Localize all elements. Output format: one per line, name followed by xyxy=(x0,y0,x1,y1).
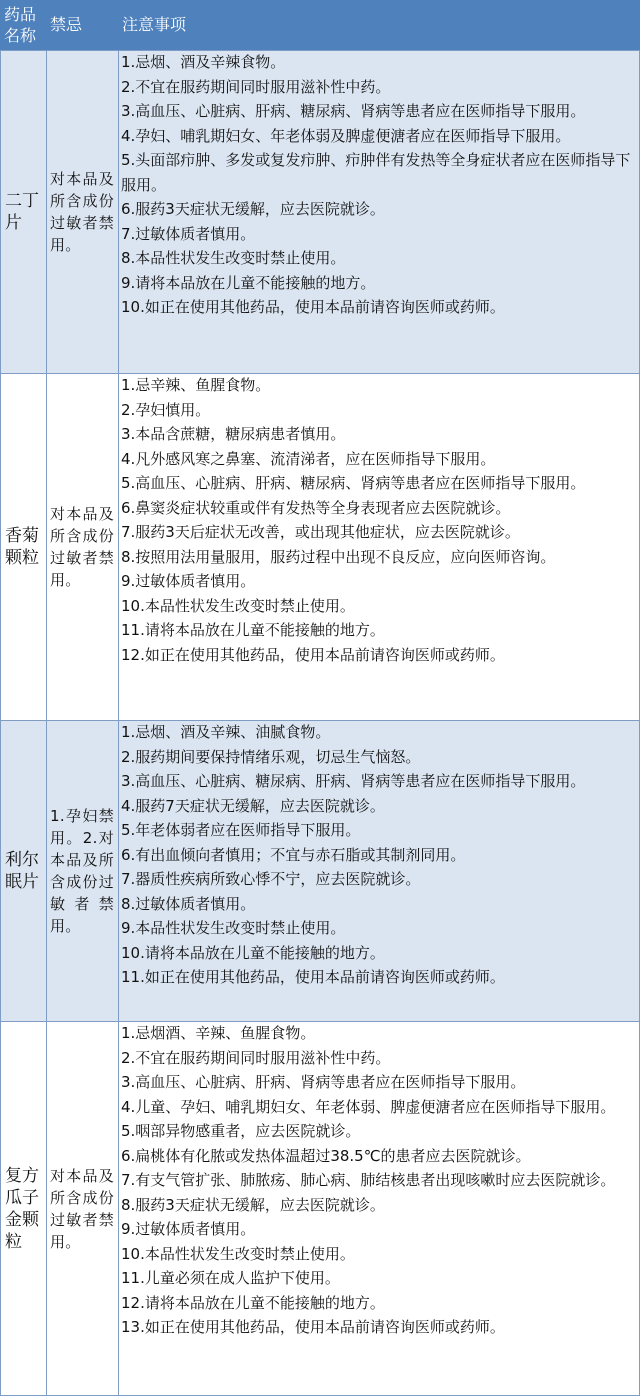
contraindication-cell xyxy=(46,50,118,373)
precaution-item: 13.如正在使用其他药品，使用本品前请咨询医师或药师。 xyxy=(121,1318,505,1336)
table-row-xiangju xyxy=(0,373,640,720)
contraindication-text: 对本品及所含成份过敏者禁用。 xyxy=(50,504,114,589)
precaution-item: 3.高血压、心脏病、肝病、肾病等患者应在医师指导下服用。 xyxy=(121,1073,526,1091)
drug-name: 香菊颗粒 xyxy=(5,525,39,568)
precaution-item: 10.本品性状发生改变时禁止使用。 xyxy=(121,1244,355,1263)
header-precautions: 注意事项 xyxy=(122,15,187,34)
precaution-item: 10.本品性状发生改变时禁止使用。 xyxy=(121,596,355,615)
precaution-item: 11.如正在使用其他药品，使用本品前请咨询医师或药师。 xyxy=(121,968,505,986)
precaution-item: 7.有支气管扩张、肺脓疡、肺心病、肺结核患者出现咳嗽时应去医院就诊。 xyxy=(121,1171,616,1189)
precaution-item: 12.如正在使用其他药品，使用本品前请咨询医师或药师。 xyxy=(121,645,505,664)
precaution-item: 1.忌烟酒、辛辣、鱼腥食物。 xyxy=(121,1024,316,1042)
precautions-cell xyxy=(121,720,637,990)
precaution-item: 6.服药3天症状无缓解，应去医院就诊。 xyxy=(121,200,385,218)
drug-name-cell xyxy=(0,1021,46,1396)
precaution-item: 1.忌烟、酒及辛辣、油腻食物。 xyxy=(121,723,331,741)
precaution-item: 2.不宜在服药期间同时服用滋补性中药。 xyxy=(121,1048,391,1067)
precaution-item: 9.本品性状发生改变时禁止使用。 xyxy=(121,919,346,937)
contraindication-text: 对本品及所含成份过敏者禁用。 xyxy=(50,169,114,254)
precaution-item: 8.本品性状发生改变时禁止使用。 xyxy=(121,249,346,267)
drug-name: 二丁片 xyxy=(5,190,39,233)
precaution-item: 6.有出血倾向者慎用；不宜与赤石脂或其制剂同用。 xyxy=(121,845,466,864)
row-divider xyxy=(0,373,640,374)
precaution-item: 11.儿童必须在成人监护下使用。 xyxy=(121,1269,340,1287)
precaution-item: 5.高血压、心脏病、肝病、糖尿病、肾病等患者应在医师指导下服用。 xyxy=(121,474,586,492)
row-divider xyxy=(0,50,640,51)
precaution-item: 5.头面部疖肿、多发或复发疖肿、疖肿伴有发热等全身症状者应在医师指导下服用。 xyxy=(121,151,631,194)
precaution-item: 11.请将本品放在儿童不能接触的地方。 xyxy=(121,621,385,639)
precaution-item: 9.过敏体质者慎用。 xyxy=(121,1220,256,1238)
precaution-item: 5.年老体弱者应在医师指导下服用。 xyxy=(121,821,361,839)
row-divider xyxy=(0,1021,640,1022)
precaution-item: 2.服药期间要保持情绪乐观，切忌生气恼怒。 xyxy=(121,747,421,766)
precaution-item: 3.本品含蔗糖，糖尿病患者慎用。 xyxy=(121,425,346,443)
drug-name: 利尔眠片 xyxy=(5,849,39,892)
precaution-item: 6.鼻窦炎症状较重或伴有发热等全身表现者应去医院就诊。 xyxy=(121,498,511,517)
column-divider xyxy=(46,50,47,1396)
precaution-item: 3.高血压、心脏病、肝病、糖尿病、肾病等患者应在医师指导下服用。 xyxy=(121,102,586,120)
precaution-item: 1.忌辛辣、鱼腥食物。 xyxy=(121,376,271,394)
precautions-cell xyxy=(121,1021,637,1340)
drug-name: 复方瓜子金颗粒 xyxy=(5,1165,39,1252)
precaution-item: 5.咽部异物感重者，应去医院就诊。 xyxy=(121,1122,361,1140)
contraindication-cell xyxy=(46,373,118,720)
precaution-item: 4.孕妇、哺乳期妇女、年老体弱及脾虚便溏者应在医师指导下服用。 xyxy=(121,126,571,145)
contraindication-cell xyxy=(46,1021,118,1396)
table-row-lierMian xyxy=(0,720,640,1021)
precaution-item: 8.过敏体质者慎用。 xyxy=(121,894,256,913)
precaution-item: 9.请将本品放在儿童不能接触的地方。 xyxy=(121,273,376,292)
precaution-item: 9.过敏体质者慎用。 xyxy=(121,572,256,590)
precaution-item: 10.请将本品放在儿童不能接触的地方。 xyxy=(121,943,385,962)
precaution-item: 1.忌烟、酒及辛辣食物。 xyxy=(121,53,286,71)
precaution-item: 4.凡外感风寒之鼻塞、流清涕者，应在医师指导下服用。 xyxy=(121,449,496,468)
precaution-item: 2.不宜在服药期间同时服用滋补性中药。 xyxy=(121,77,391,96)
row-divider xyxy=(0,720,640,721)
precautions-cell xyxy=(121,373,637,667)
precaution-item: 3.高血压、心脏病、糖尿病、肝病、肾病等患者应在医师指导下服用。 xyxy=(121,772,586,790)
table-row-erding xyxy=(0,50,640,373)
contraindication-cell xyxy=(46,720,118,1021)
contraindication-text: 对本品及所含成份过敏者禁用。 xyxy=(50,1166,114,1251)
precaution-item: 10.如正在使用其他药品，使用本品前请咨询医师或药师。 xyxy=(121,298,505,316)
drug-name-cell xyxy=(0,50,46,373)
precaution-item: 6.扁桃体有化脓或发热体温超过38.5℃的患者应去医院就诊。 xyxy=(121,1146,531,1165)
precaution-item: 12.请将本品放在儿童不能接触的地方。 xyxy=(121,1293,385,1312)
contraindication-text: 1.孕妇禁用。2.对本品及所含成份过敏者禁用。 xyxy=(50,806,114,935)
precautions-cell xyxy=(121,50,637,320)
drug-name-cell xyxy=(0,720,46,1021)
header-contraindication: 禁忌 xyxy=(50,15,83,34)
column-divider xyxy=(118,50,119,1396)
precaution-item: 4.儿童、孕妇、哺乳期妇女、年老体弱、脾虚便溏者应在医师指导下服用。 xyxy=(121,1097,616,1116)
precaution-item: 4.服药7天症状无缓解，应去医院就诊。 xyxy=(121,796,385,815)
table-header xyxy=(0,0,640,50)
precaution-item: 7.器质性疾病所致心悸不宁，应去医院就诊。 xyxy=(121,870,421,888)
column-divider xyxy=(0,50,1,1396)
precaution-item: 2.孕妇慎用。 xyxy=(121,400,211,419)
drug-name-cell xyxy=(0,373,46,720)
precaution-item: 8.按照用法用量服用，服药过程中出现不良反应，应向医师咨询。 xyxy=(121,547,556,566)
header-drug-name: 药品名称 xyxy=(4,5,37,45)
precaution-item: 7.服药3天后症状无改善，或出现其他症状，应去医院就诊。 xyxy=(121,523,520,541)
table-row-fufang xyxy=(0,1021,640,1396)
precaution-item: 7.过敏体质者慎用。 xyxy=(121,224,256,243)
precaution-item: 8.服药3天症状无缓解，应去医院就诊。 xyxy=(121,1195,385,1214)
